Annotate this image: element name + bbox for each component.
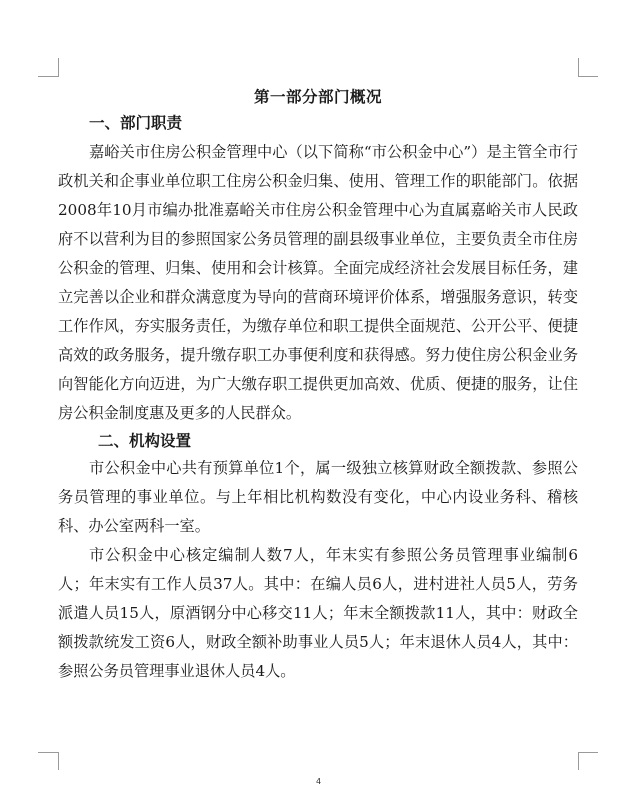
crop-mark-top-right (578, 58, 579, 77)
crop-mark-bottom-left (58, 752, 59, 770)
crop-mark-bottom-right (578, 752, 579, 770)
section-heading-duties: 一、部门职责 (89, 113, 183, 132)
crop-mark-top-left (38, 76, 58, 77)
section-heading-organization: 二、机构设置 (98, 431, 192, 450)
crop-mark-bottom-right (578, 752, 598, 753)
crop-mark-bottom-left (38, 752, 58, 753)
paragraph-duties: 嘉峪关市住房公积金管理中心（以下简称“市公积金中心”）是主管全市行政机关和企事业单位职工住房公积金归集、使用、管理工作的职能部门。依据2008年10月市编办批准嘉峪关市住房公积金管理中心为直属嘉峪关市人民政府不以营利为目的参照国家公务员管理的副县级事业单位，主要负责全市住房公积金的管理、归集、使用和会计核算。全面完成经济社会发展目标任务，建立完善以企业和群众满意度为导向的营商环境评价体系，增强服务意识，转变工作作风，夯实服务责任，为缴存单位和职工提供全面规范、公开公平、便捷高效的政务服务，提升缴存职工办事便利度和获得感。努力使住房公积金业务向智能化方向迈进，为广大缴存职工提供更加高效、优质、便捷的服务，让住房公积金制度惠及更多的人民群众。 (58, 143, 578, 422)
crop-mark-top-right (578, 76, 598, 77)
paragraph-organization: 市公积金中心共有预算单位1个，属一级独立核算财政全额拨款、参照公务员管理的事业单位。与上年相比机构数没有变化，中心内设业务科、稽核科、办公室两科一室。 (58, 459, 578, 535)
document-body (58, 80, 578, 686)
document-title: 第一部分部门概况 (253, 88, 382, 106)
page-number: 4 (315, 777, 322, 786)
crop-mark-top-left (58, 58, 59, 77)
paragraph-staffing: 市公积金中心核定编制人数7人，年末实有参照公务员管理事业编制6人；年末实有工作人员37人。其中：在编人员6人，进村进社人员5人，劳务派遣人员15人，原酒钢分中心移交11人；年末全额拨款11人，其中：财政全额拨款统发工资6人，财政全额补助事业人员5人；年末退休人员4人，其中：参照公务员管理事业退休人员4人。 (58, 546, 578, 680)
